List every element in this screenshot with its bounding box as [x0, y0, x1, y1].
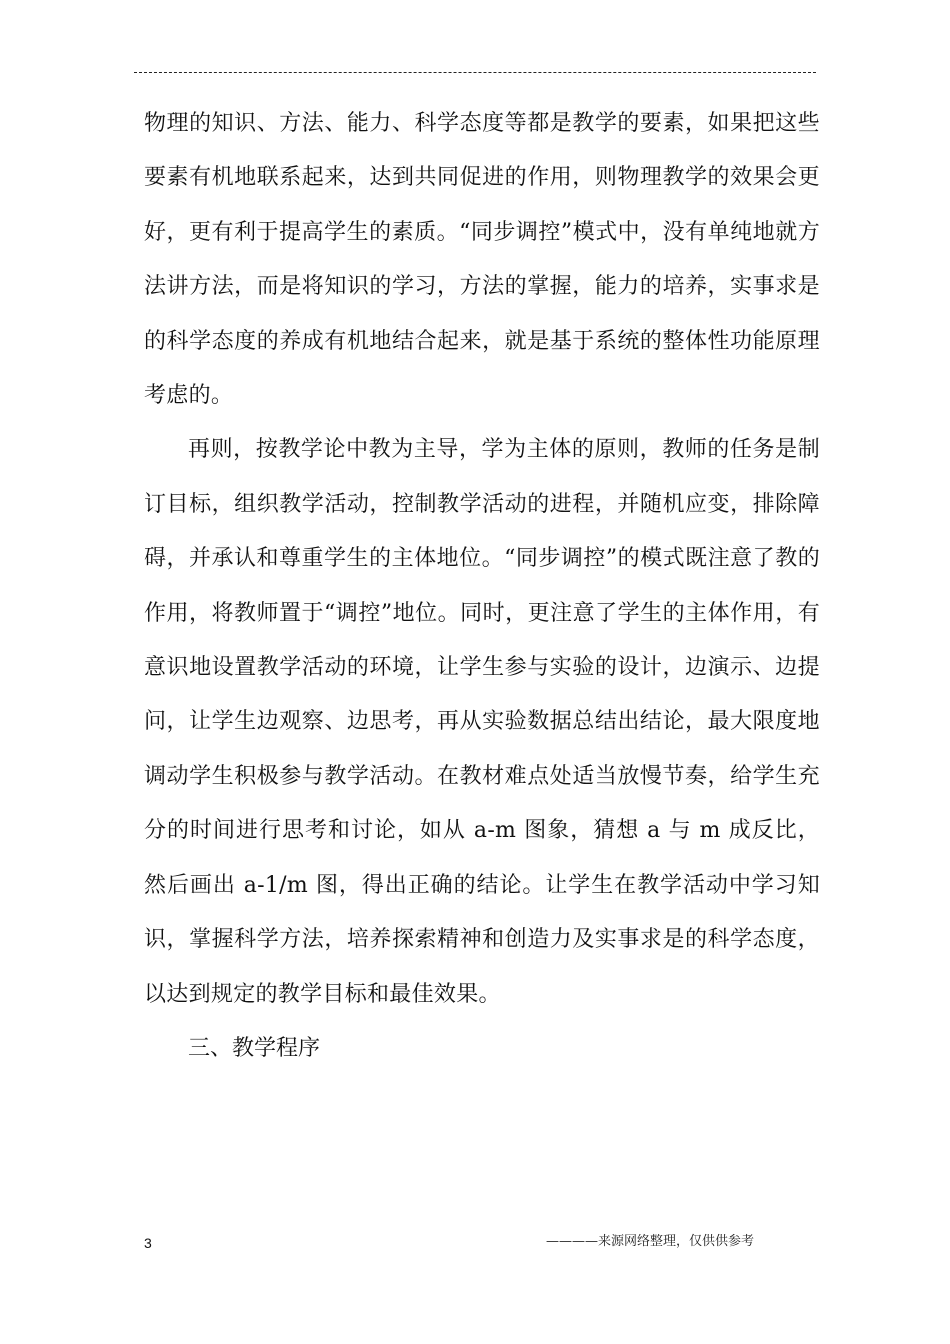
header-divider — [134, 72, 816, 73]
paragraph-continuation: 物理的知识、方法、能力、科学态度等都是教学的要素，如果把这些要素有机地联系起来，达到共同促进的作用，则物理教学的效果会更好，更有利于提高学生的素质。“同步调控”模式中，没有单纯地就方法讲方法，而是将知识的学习，方法的掌握，能力的培养，实事求是的科学态度的养成有机地结合起来，就是基于系统的整体性功能原理考虑的。 — [144, 111, 820, 409]
footer-source-note: ————来源网络整理，仅供供参考 — [546, 1234, 755, 1249]
paragraph-teaching-principle: 再则，按教学论中教为主导，学为主体的原则，教师的任务是制订目标，组织教学活动，控制教学活动的进程，并随机应变，排除障碍，并承认和尊重学生的主体地位。“同步调控”的模式既注意了教的作用，将教师置于“调控”地位。同时，更注意了学生的主体作用，有意识地设置教学活动的环境，让学生参与实验的设计，边演示、边提问，让学生边观察、边思考，再从实验数据总结出结论，最大限度地调动学生积极参与教学活动。在教材难点处适当放慢节奏，给学生充分的时间进行思考和讨论，如从 a-m 图象，猜想 a 与 m 成反比，然后画出 a-1/m 图，得出正确的结论。让学生在教学活动中学习知识，掌握科学方法，培养探索精神和创造力及实事求是的科学态度，以达到规定的教学目标和最佳效果。 — [144, 437, 820, 1007]
page-number: 3 — [144, 1235, 152, 1251]
section-heading: 三、教学程序 — [188, 1035, 321, 1061]
document-body — [144, 97, 820, 1076]
